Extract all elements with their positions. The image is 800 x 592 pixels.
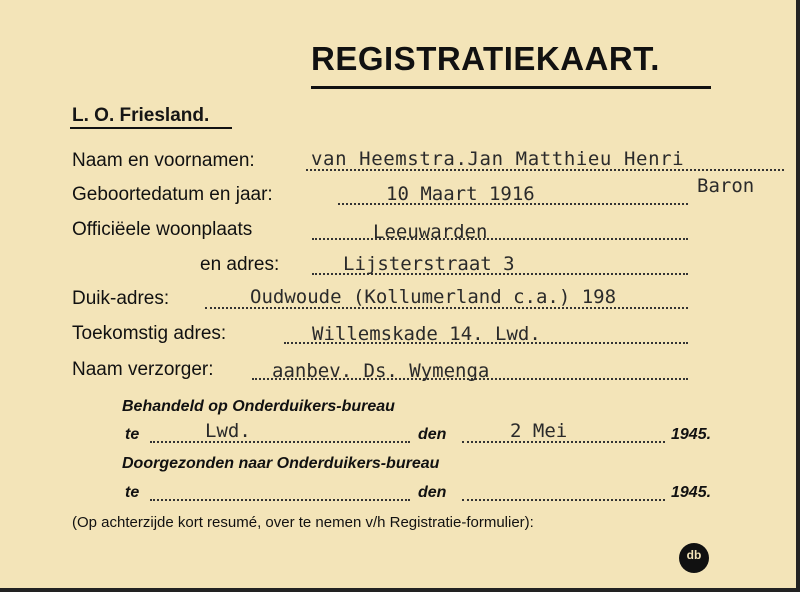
doorgezonden-den-label: den <box>418 484 447 501</box>
footnote: (Op achterzijde kort resumé, over te nemen v/h Registratie-formulier): <box>72 514 534 531</box>
naam-value: van Heemstra.Jan Matthieu Henri <box>311 148 685 170</box>
behandeld-te-value: Lwd. <box>205 420 251 442</box>
verzorger-label: Naam verzorger: <box>72 359 214 380</box>
geboortedatum-label: Geboortedatum en jaar: <box>72 184 273 205</box>
doorgezonden-year: 1945. <box>671 484 712 501</box>
organisation-underline <box>70 127 232 129</box>
naam-label: Naam en voornamen: <box>72 150 255 171</box>
adres-value: Lijsterstraat 3 <box>343 253 515 275</box>
doorgezonden-heading: Doorgezonden naar Onderduikers-bureau <box>122 455 440 472</box>
doorgezonden-te-label: te <box>125 484 140 501</box>
toekomstig-label: Toekomstig adres: <box>72 323 227 344</box>
woonplaats-label: Officiëele woonplaats <box>72 219 253 240</box>
organisation-heading: L. O. Friesland. <box>72 105 210 126</box>
duik-label: Duik-adres: <box>72 288 170 309</box>
geboortedatum-value: 10 Maart 1916 <box>386 183 535 205</box>
card-title: REGISTRATIEKAART. <box>311 40 660 77</box>
adres-label: en adres: <box>200 254 280 275</box>
woonplaats-line <box>312 236 688 240</box>
title-underline <box>311 86 711 89</box>
doorgezonden-te-line <box>150 497 410 501</box>
behandeld-te-line <box>150 439 410 443</box>
toekomstig-value: Willemskade 14. Lwd. <box>312 323 541 345</box>
behandeld-heading: Behandeld op Onderduikers-bureau <box>122 398 395 415</box>
woonplaats-value: Leeuwarden <box>373 221 488 243</box>
behandeld-te-label: te <box>125 426 140 443</box>
behandeld-den-label: den <box>418 426 447 443</box>
duik-value: Oudwoude (Kollumerland c.a.) 198 <box>250 286 617 308</box>
archive-stamp: db <box>679 543 709 573</box>
verzorger-value: aanbev. Ds. Wymenga <box>272 360 490 382</box>
geboortedatum-extra: Baron <box>697 175 755 197</box>
behandeld-year: 1945. <box>671 426 712 443</box>
behandeld-den-value: 2 Mei <box>510 420 568 442</box>
doorgezonden-den-line <box>462 497 665 501</box>
